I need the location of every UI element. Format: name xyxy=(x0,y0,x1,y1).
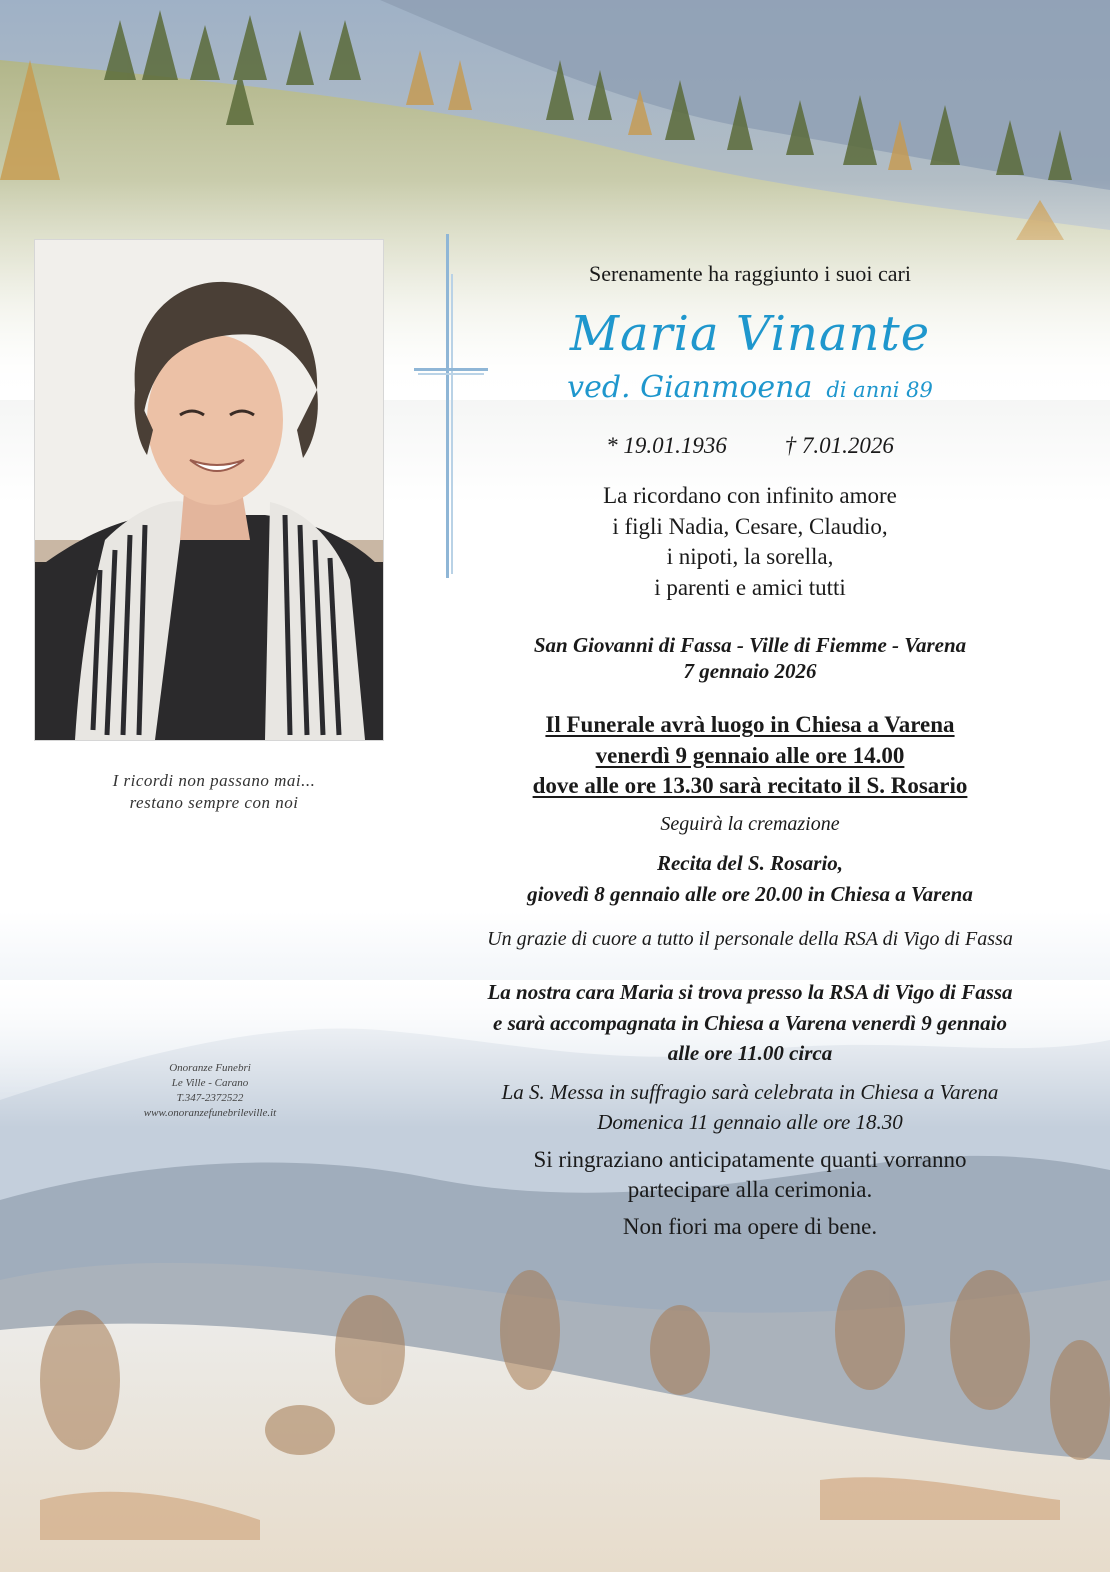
dates-line xyxy=(420,431,1080,461)
funeral-line: venerdì 9 gennaio alle ore 14.00 xyxy=(595,742,905,768)
age: di anni 89 xyxy=(826,378,933,402)
funeral-home-website: www.onoranzefunebrileville.it xyxy=(143,1107,277,1119)
places-line: San Giovanni di Fassa - Ville di Fiemme - Varena xyxy=(533,633,967,657)
funeral-home-name: Onoranze Funebri xyxy=(169,1062,251,1074)
family-line: La ricordano con infinito amore xyxy=(603,483,897,508)
death-date: † 7.01.2026 xyxy=(784,433,894,458)
places-date-block xyxy=(420,632,1080,684)
quote-line: I ricordi non passano mai... xyxy=(112,771,316,790)
location-block xyxy=(420,977,1080,1069)
mass-line: Domenica 11 gennaio alle ore 18.30 xyxy=(597,1110,903,1134)
funeral-home-phone: T.347-2372522 xyxy=(176,1092,244,1104)
family-block xyxy=(420,481,1080,603)
mass-line: La S. Messa in suffragio sarà celebrata in Chiesa a Varena xyxy=(501,1080,999,1104)
location-line: La nostra cara Maria si trova presso la RSA di Vigo di Fassa xyxy=(487,980,1013,1004)
location-line: alle ore 11.00 circa xyxy=(667,1041,833,1065)
cremation-line: Seguirà la cremazione xyxy=(660,813,840,835)
deceased-name: Maria Vinante xyxy=(569,306,931,362)
thanks-block xyxy=(420,1145,1080,1205)
family-line: i figli Nadia, Cesare, Claudio, xyxy=(612,513,888,539)
rosary-block xyxy=(420,848,1080,910)
quote-line: restano sempre con noi xyxy=(129,793,299,812)
widow-of: ved. Gianmoena xyxy=(567,370,813,405)
mass-block xyxy=(420,1077,1080,1137)
family-line: i parenti e amici tutti xyxy=(654,574,846,600)
date-line: 7 gennaio 2026 xyxy=(683,659,817,683)
funeral-home-info xyxy=(100,1061,320,1121)
funeral-home-location: Le Ville - Carano xyxy=(171,1077,249,1089)
thanks-line: Si ringraziano anticipatamente quanti vorranno xyxy=(533,1147,967,1172)
rosary-line: giovedì 8 gennaio alle ore 20.00 in Chiesa a Varena xyxy=(527,882,973,906)
rosary-line: Recita del S. Rosario, xyxy=(656,851,844,875)
location-line: e sarà accompagnata in Chiesa a Varena venerdì 9 gennaio xyxy=(493,1010,1007,1035)
funeral-block xyxy=(420,710,1080,802)
memorial-quote xyxy=(34,770,394,814)
funeral-line: dove alle ore 13.30 sarà recitato il S. Rosario xyxy=(532,773,968,798)
birth-date: * 19.01.1936 xyxy=(606,433,727,458)
portrait-photo xyxy=(34,239,384,741)
thanks-rsa-line: Un grazie di cuore a tutto il personale della RSA di Vigo di Fassa xyxy=(487,928,1013,950)
no-flowers-line: Non fiori ma opere di bene. xyxy=(622,1214,878,1239)
thanks-line: partecipare alla cerimonia. xyxy=(627,1177,873,1202)
family-line: i nipoti, la sorella, xyxy=(666,544,834,569)
intro-line: Serenamente ha raggiunto i suoi cari xyxy=(589,261,911,286)
funeral-line: Il Funerale avrà luogo in Chiesa a Varena xyxy=(545,712,955,737)
widow-of-line xyxy=(420,368,1080,410)
